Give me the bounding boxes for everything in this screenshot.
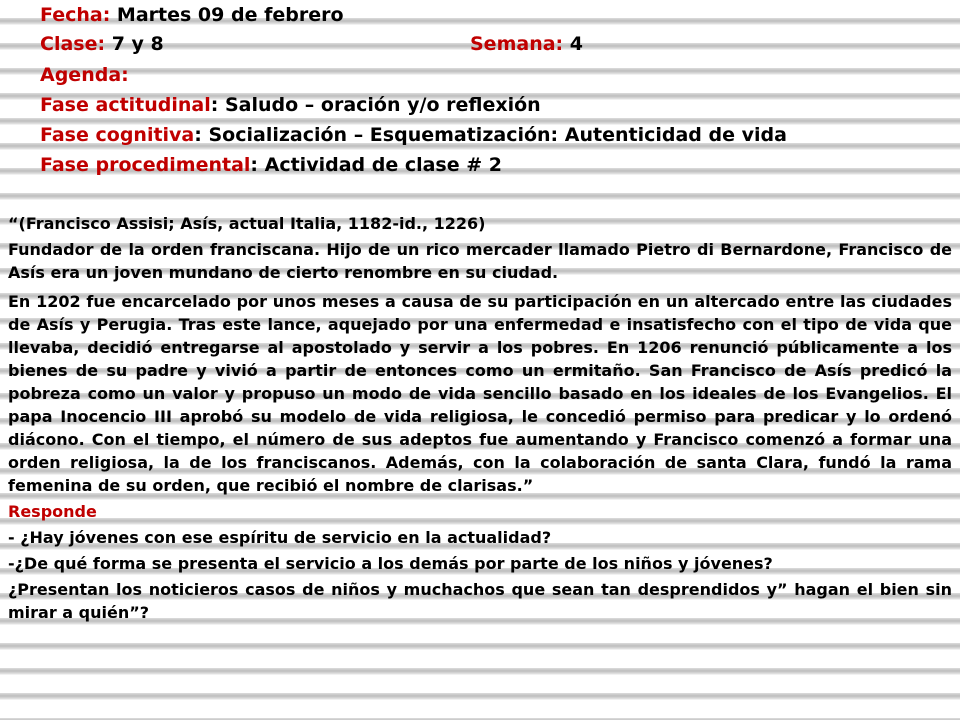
agenda-line <box>40 62 129 88</box>
fase-procedimental-line <box>40 152 502 178</box>
fecha-label: Fecha: <box>40 4 111 26</box>
paragraph-biography: En 1202 fue encarcelado por unos meses a causa de su participación en un altercado entre las ciudades de Asís y Perugia. Tras este lance, aquejado por una enfermedad e insatisfecho con el tipo de vida que llevaba, decidió entregarse al apostolado y servir a los pobres. En 1206 renunció públicamente a los bienes de su padre y vivió a partir de entonces como un ermitaño. San Francisco de Asís predicó la pobreza como un valor y propuso un modo de vida sencillo basado en los ideales de los Evangelios. El papa Inocencio III aprobó su modelo de vida religiosa, le concedió permiso para predicar y lo ordenó diácono. Con el tiempo, el número de sus adeptos fue aumentando y Francisco comenzó a formar una orden religiosa, la de los franciscanos. Además, con la colaboración de santa Clara, fundó la rama femenina de su orden, que recibió el nombre de clarisas.” <box>8 292 952 495</box>
fase-cognitiva-line <box>40 122 787 148</box>
clase-value: 7 y 8 <box>105 33 164 55</box>
semana-value: 4 <box>563 33 583 55</box>
semana-label: Semana: <box>470 33 564 55</box>
question-2: -¿De qué forma se presenta el servicio a los demás por parte de los niños y jóvenes? <box>8 554 773 573</box>
fecha-value: Martes 09 de febrero <box>110 4 344 26</box>
citation-line: “(Francisco Assisi; Asís, actual Italia, 1182-id., 1226) <box>8 214 486 233</box>
fase-procedimental-value: : Actividad de clase # 2 <box>250 154 502 176</box>
clase-line <box>40 31 164 57</box>
question-3: ¿Presentan los noticieros casos de niños y muchachos que sean tan desprendidos y” hagan el bien sin mirar a quién”? <box>8 580 952 622</box>
paragraph-intro: Fundador de la orden franciscana. Hijo de un rico mercader llamado Pietro di Bernardone, Francisco de Asís era un joven mundano de cierto renombre en su ciudad. <box>8 240 952 282</box>
semana-line <box>470 31 583 57</box>
reading-body <box>8 212 952 627</box>
fase-cognitiva-value: : Socialización – Esquematización: Autenticidad de vida <box>194 124 787 146</box>
clase-label: Clase: <box>40 33 106 55</box>
agenda-label: Agenda: <box>40 64 129 86</box>
fase-actitudinal-label: Fase actitudinal <box>40 94 211 116</box>
question-1: - ¿Hay jóvenes con ese espíritu de servicio en la actualidad? <box>8 528 552 547</box>
fase-actitudinal-value: : Saludo – oración y/o reflexión <box>210 94 541 116</box>
responde-heading: Responde <box>8 502 97 521</box>
fecha-line <box>40 2 344 28</box>
fase-procedimental-label: Fase procedimental <box>40 154 251 176</box>
fase-actitudinal-line <box>40 92 541 118</box>
fase-cognitiva-label: Fase cognitiva <box>40 124 195 146</box>
